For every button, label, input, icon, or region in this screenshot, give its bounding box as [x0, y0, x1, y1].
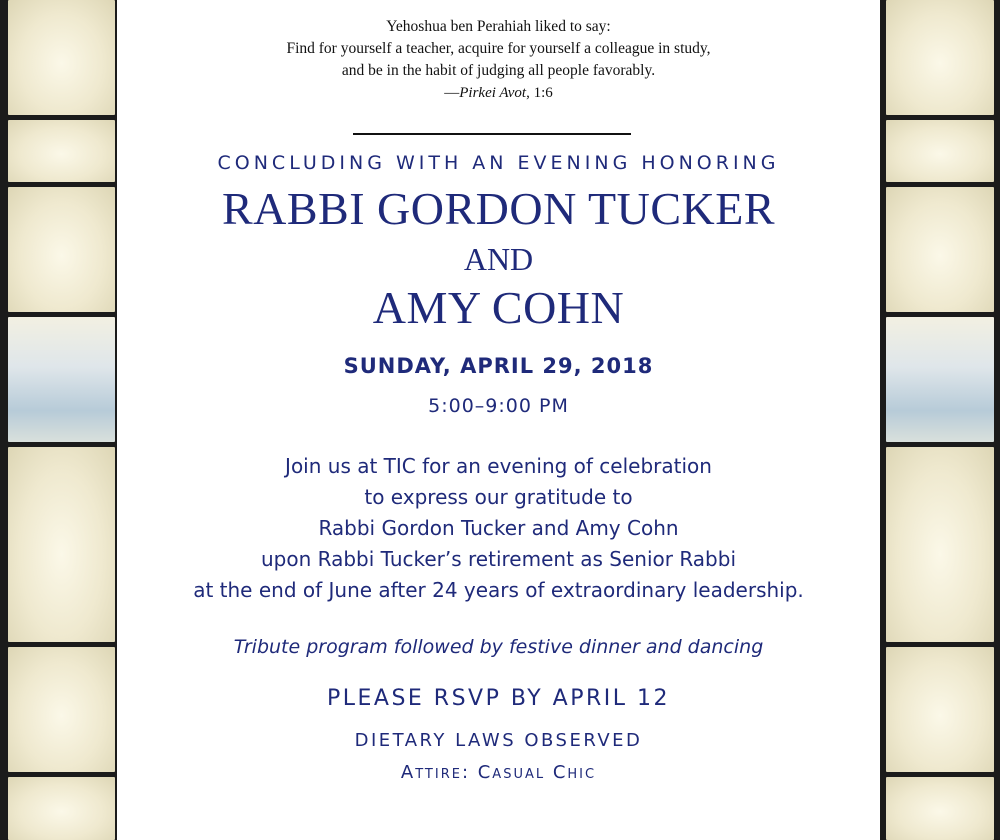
- quote-line: Yehoshua ben Perahiah liked to say:: [386, 18, 611, 35]
- stained-glass-panel: [8, 120, 115, 182]
- quote-source-ref: , 1:6: [526, 85, 553, 101]
- body-line: to express our gratitude to: [364, 485, 633, 509]
- stained-glass-panel: [886, 317, 994, 442]
- event-lead: CONCLUDING WITH AN EVENING HONORING: [217, 152, 780, 174]
- stained-glass-panel: [886, 187, 994, 312]
- quote-line: Find for yourself a teacher, acquire for yourself a colleague in study,: [286, 40, 711, 57]
- body-line: upon Rabbi Tucker’s retirement as Senior Rabbi: [260, 547, 737, 571]
- divider-rule: [353, 133, 631, 135]
- right-decorative-strip: [880, 0, 1000, 840]
- stained-glass-panel: [8, 317, 115, 442]
- stained-glass-panel: [8, 777, 115, 840]
- tribute-note: Tribute program followed by festive dinner and dancing: [233, 636, 764, 658]
- invitation-body: [117, 451, 880, 606]
- body-line: Join us at TIC for an evening of celebration: [285, 454, 712, 478]
- conjunction: AND: [463, 241, 534, 277]
- stained-glass-panel: [886, 120, 994, 182]
- event-date: SUNDAY, APRIL 29, 2018: [343, 354, 654, 378]
- body-line: Rabbi Gordon Tucker and Amy Cohn: [318, 516, 679, 540]
- honoree-name-2: AMY COHN: [372, 282, 625, 333]
- rsvp-deadline: PLEASE RSVP BY APRIL 12: [326, 686, 671, 711]
- stained-glass-panel: [8, 187, 115, 312]
- stained-glass-panel: [886, 777, 994, 840]
- stained-glass-panel: [886, 447, 994, 642]
- stained-glass-panel: [8, 647, 115, 772]
- stained-glass-panel: [8, 0, 115, 115]
- honoree-name-1: RABBI GORDON TUCKER: [221, 183, 776, 234]
- stained-glass-panel: [886, 0, 994, 115]
- dietary-note: DIETARY LAWS OBSERVED: [354, 730, 643, 751]
- stained-glass-panel: [886, 647, 994, 772]
- quote-source-dash: —: [444, 85, 460, 101]
- quote-source: [117, 82, 880, 104]
- stained-glass-panel: [8, 447, 115, 642]
- event-time: 5:00–9:00 PM: [428, 395, 569, 417]
- quote-source-title: Pirkei Avot: [459, 85, 527, 101]
- quote-block: [117, 16, 880, 104]
- attire-note: Attire: Casual Chic: [400, 762, 597, 783]
- quote-line: and be in the habit of judging all people favorably.: [341, 62, 656, 79]
- body-line: at the end of June after 24 years of extraordinary leadership.: [193, 578, 804, 602]
- invitation-content: [117, 0, 880, 840]
- left-decorative-strip: [0, 0, 117, 840]
